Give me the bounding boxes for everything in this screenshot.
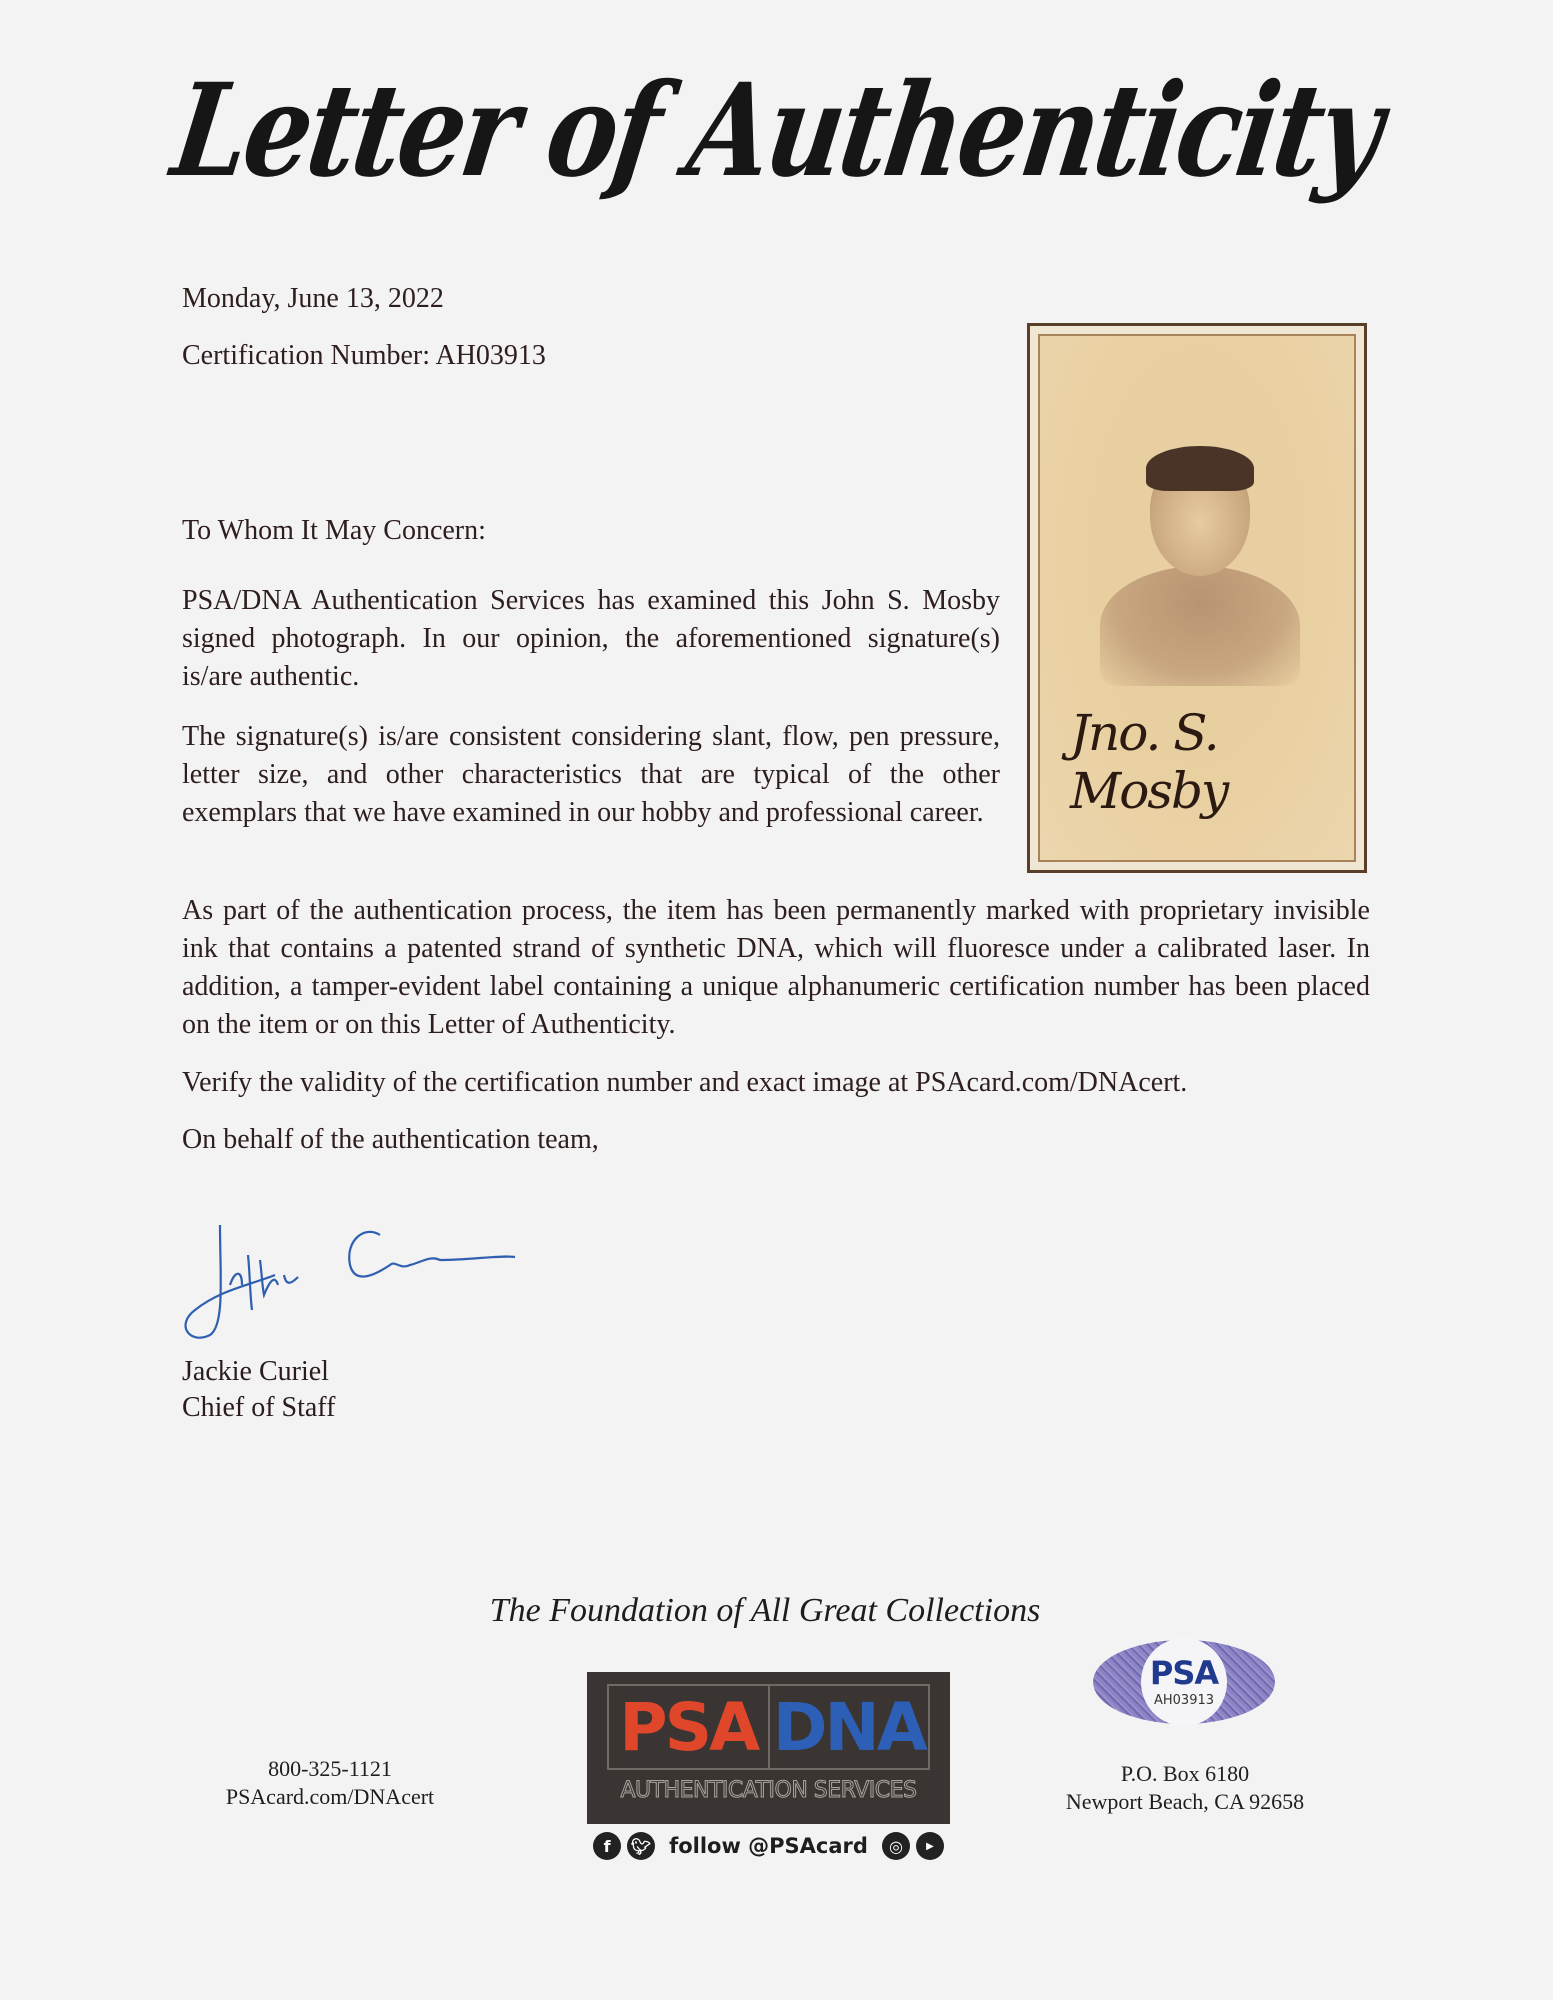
photo-image [1038,334,1356,862]
phone-number: 800-325-1121 [268,1756,392,1781]
page-title: Letter of Authenticity [164,56,1389,206]
psa-dna-logo [587,1672,950,1824]
signatory-name: Jackie Curiel [182,1356,329,1387]
social-follow-row [587,1832,950,1860]
paragraph-consistency: The signature(s) is/are consistent considering slant, flow, pen pressure, letter size, and other characteristics that are typical of the other exemplars that we have examined in our hobby and professional career. [182,721,1000,828]
website-link[interactable]: PSAcard.com/DNAcert [225,1784,435,1809]
signed-photograph [1027,323,1367,873]
contact-left [180,1755,480,1811]
portrait-hair [1146,446,1254,491]
photo-autograph: Jno. S. Mosby [1070,704,1228,820]
salutation: To Whom It May Concern: [182,515,486,546]
footer-tagline: The Foundation of All Great Collections [489,1592,1041,1629]
paragraph-dna-process: As part of the authentication process, the item has been permanently marked with proprietary invisible ink that contains a patented strand of synthetic DNA, which will fluoresce under a calibrated laser. In addition, a tamper-evident label containing a unique alphanumeric certification number has been placed on the item or on this Letter of Authenticity. [182,895,1370,1040]
psa-hologram-sticker [1093,1640,1275,1724]
sticker-center [1141,1638,1227,1726]
twitter-icon[interactable]: 🐦︎ [627,1832,655,1860]
facebook-icon[interactable]: f [593,1832,621,1860]
logo-wordmark [607,1684,930,1770]
logo-psa: PSA [619,1688,758,1766]
letter-date: Monday, June 13, 2022 [182,283,444,314]
paragraph-verify: Verify the validity of the certification number and exact image at PSAcard.com/DNAcert. [182,1067,1188,1098]
portrait-body [1100,566,1300,686]
closing: On behalf of the authentication team, [182,1124,599,1155]
contact-right [1035,1760,1335,1816]
sticker-cert-number: AH03913 [1153,1692,1215,1708]
sticker-psa-logo: PSA [1149,1653,1219,1692]
youtube-icon[interactable]: ▶ [916,1832,944,1860]
instagram-icon[interactable]: ◎ [882,1832,910,1860]
paragraph-examination: PSA/DNA Authentication Services has examined this John S. Mosby signed photograph. In our opinion, the aforementioned signature(s) is/are authentic. [182,585,1000,692]
handwritten-signature [180,1215,560,1345]
logo-dna: DNA [768,1686,929,1768]
po-box: P.O. Box 6180 [1120,1761,1250,1786]
certification-number: Certification Number: AH03913 [182,340,546,371]
city-address: Newport Beach, CA 92658 [1065,1789,1305,1814]
signatory-title: Chief of Staff [182,1392,336,1423]
logo-subtitle: AUTHENTICATION SERVICES [620,1778,917,1803]
follow-handle[interactable]: follow @PSAcard [669,1834,868,1858]
